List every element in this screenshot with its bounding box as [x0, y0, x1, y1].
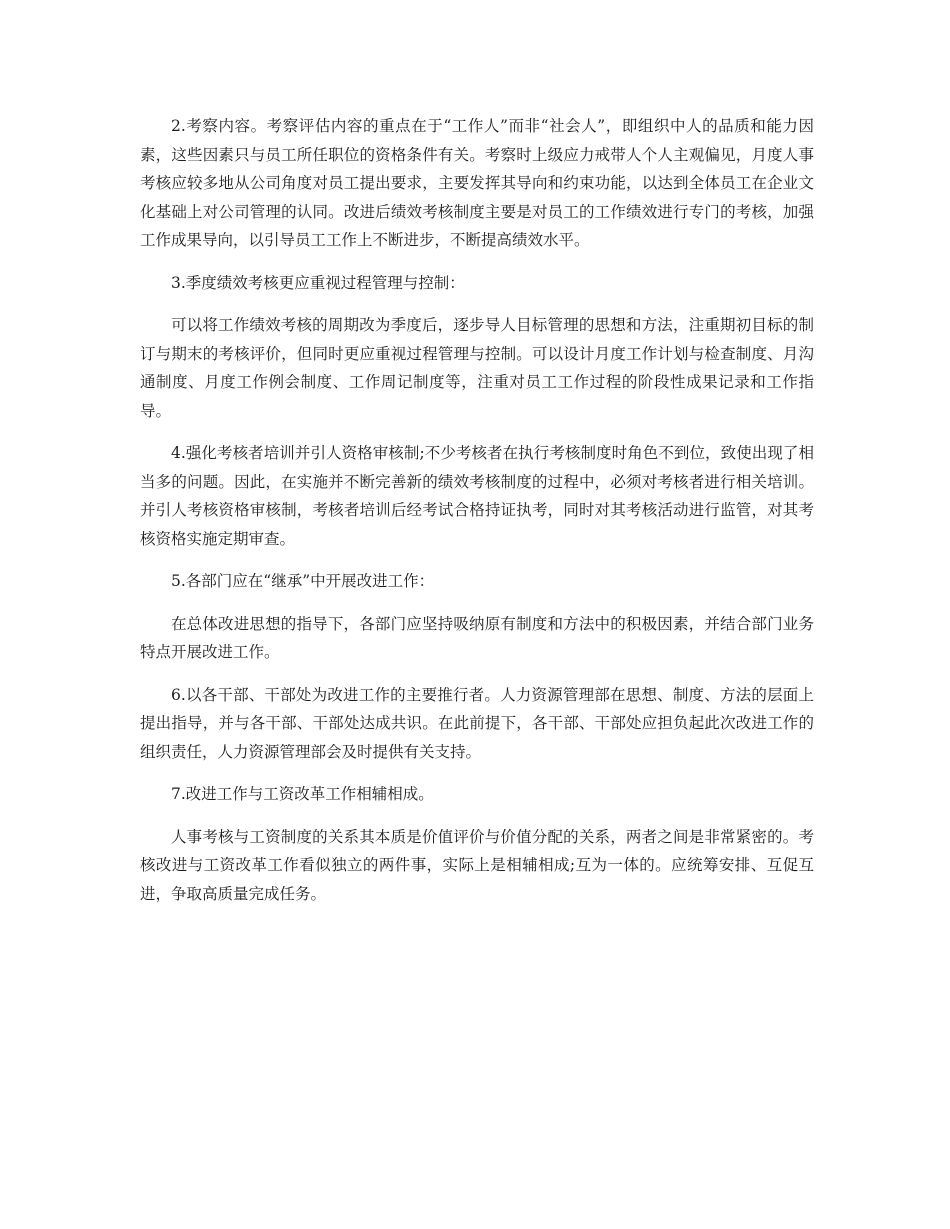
heading-wage-reform: 7.改进工作与工资改革工作相辅相成。	[171, 785, 434, 803]
paragraph-quarterly-assessment: 可以将工作绩效考核的周期改为季度后，逐步导人目标管理的思想和方法，注重期初目标的制订与期末的考核评价，但同时更应重视过程管理与控制。可以设计月度工作计划与检查制度、月沟通制度、月度工作例会制度、工作周记制度等，注重对员工工作过程的阶段性成果记录和工作指导。	[140, 316, 814, 420]
document-body	[140, 112, 814, 922]
heading-quarterly-assessment: 3.季度绩效考核更应重视过程管理与控制：	[171, 273, 465, 292]
heading-department-inheritance: 5.各部门应在“继承”中开展改进工作：	[171, 572, 435, 590]
paragraph-wage-reform: 人事考核与工资制度的关系其本质是价值评价与价值分配的关系，两者之间是非常紧密的。考核改进与工资改革工作看似独立的两件事，实际上是相辅相成;互为一体的。应统筹安排、互促互进，争取高质量完成任务。	[140, 827, 814, 903]
paragraph-department-inheritance: 在总体改进思想的指导下，各部门应坚持吸纳原有制度和方法中的积极因素，并结合部门业务特点开展改进工作。	[140, 614, 814, 661]
paragraph-cadre-promoters: 6.以各干部、干部处为改进工作的主要推行者。人力资源管理部在思想、制度、方法的层面上提出指导，并与各干部、干部处达成共识。在此前提下，各干部、干部处应担负起此次改进工作的组织责任，人力资源管理部会及时提供有关支持。	[140, 685, 814, 761]
paragraph-assessment-content: 2.考察内容。考察评估内容的重点在于“工作人”而非“社会人”，即组织中人的品质和能力因素，这些因素只与员工所任职位的资格条件有关。考察时上级应力戒带人个人主观偏见，月度人事考核应较多地从公司角度对员工提出要求，主要发挥其导向和约束功能，以达到全体员工在企业文化基础上对公司管理的认同。改进后绩效考核制度主要是对员工的工作绩效进行专门的考核，加强工作成果导向，以引导员工工作上不断进步，不断提高绩效水平。	[140, 117, 814, 249]
paragraph-assessor-training: 4.强化考核者培训并引人资格审核制;不少考核者在执行考核制度时角色不到位，致使出现了相当多的问题。因此，在实施并不断完善新的绩效考核制度的过程中，必须对考核者进行相关培训。并引人考核资格审核制，考核者培训后经考试合格持证执考，同时对其考核活动进行监管，对其考核资格实施定期审查。	[140, 444, 814, 548]
